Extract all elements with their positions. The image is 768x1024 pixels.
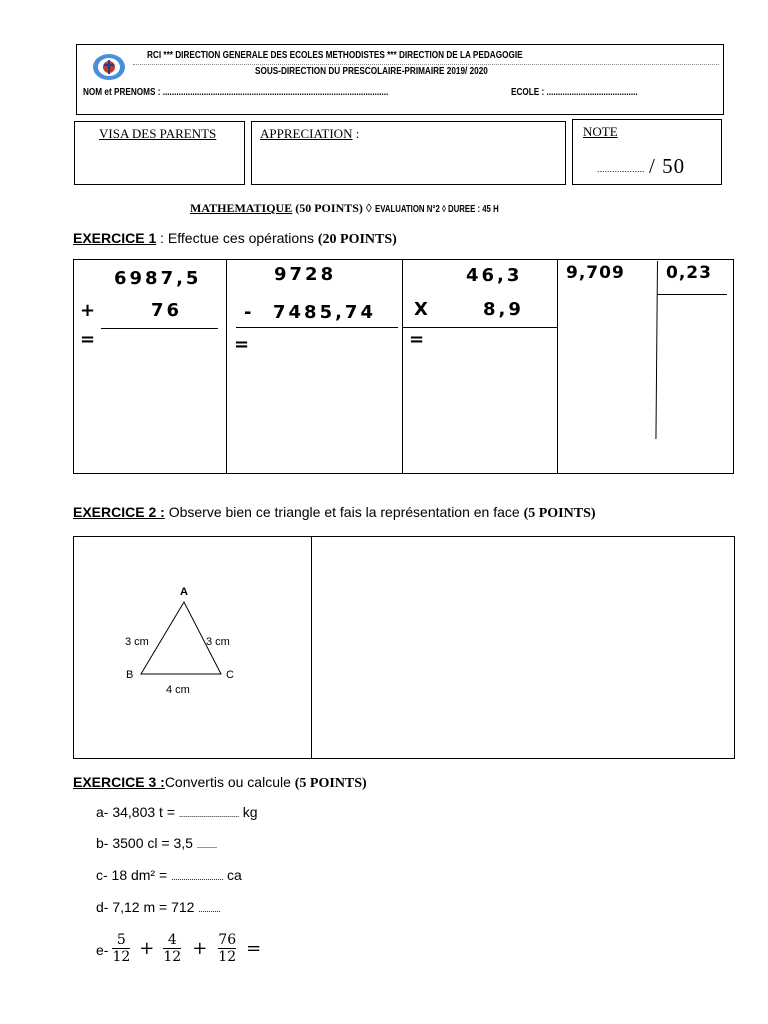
- ex3-item-a: [96, 804, 258, 820]
- fraction-3-numerator: 76: [218, 931, 237, 948]
- fraction-2-numerator: 4: [167, 931, 177, 948]
- ex1-label: EXERCICE 1: [73, 230, 157, 246]
- equals-sign: =: [246, 937, 262, 959]
- item-d-prefix: d- 7,12 m = 712: [96, 899, 199, 915]
- plus-sign-1: +: [139, 937, 155, 959]
- title-evaluation: EVALUATION N°2 ◊ DUREE : 45 H: [374, 204, 499, 215]
- op2-operand-a: 9728: [274, 264, 337, 285]
- op3-equals: =: [409, 329, 428, 350]
- ex3-points: (5 POINTS): [294, 776, 367, 791]
- ex1-divider-1: [226, 259, 227, 474]
- op3-operand-a: 46,3: [466, 265, 523, 286]
- ex3-item-e: [96, 928, 261, 968]
- ex2-drawing-area[interactable]: [312, 537, 734, 758]
- op3-sign: X: [414, 299, 431, 320]
- op2-sign: -: [244, 302, 255, 323]
- item-c-answer-blank[interactable]: ..........................: [171, 872, 224, 882]
- item-a-suffix: kg: [238, 804, 258, 820]
- op2-result-line: [236, 327, 398, 328]
- ex1-heading: [73, 230, 397, 248]
- vertex-b-label: B: [126, 669, 134, 681]
- fraction-2-denominator: 12: [163, 948, 182, 965]
- name-label: NOM et PRENOMS : ...................................................................................................: [83, 87, 389, 98]
- visa-label: VISA DES PARENTS: [99, 126, 217, 141]
- appreciation-box: [251, 121, 566, 185]
- side-ab-label: 3 cm: [125, 636, 149, 648]
- ex3-item-c: [96, 867, 242, 883]
- title-subject: MATHEMATIQUE: [190, 201, 293, 215]
- vertex-a-label: A: [180, 586, 188, 598]
- op1-sign: +: [80, 300, 99, 321]
- fraction-1-denominator: 12: [112, 948, 131, 965]
- ex2-text: Observe bien ce triangle et fais la représentation en face: [164, 504, 524, 520]
- ex1-table: [73, 259, 734, 474]
- ex3-heading: [73, 774, 367, 792]
- fraction-2: [163, 932, 181, 965]
- triangle-figure: [100, 580, 260, 700]
- page-title: [190, 201, 533, 216]
- item-c-suffix: ca: [223, 867, 242, 883]
- ex3-item-d: [96, 899, 220, 915]
- ex1-divider-2: [402, 259, 403, 474]
- title-points: (50 POINTS) ◊: [292, 201, 375, 215]
- op2-equals: =: [234, 334, 253, 355]
- header-line1: RCI *** DIRECTION GENERALE DES ECOLES METHODISTES *** DIRECTION DE LA PEDAGOGIE: [147, 50, 523, 61]
- ex1-divider-3: [557, 259, 558, 474]
- item-b-prefix: b- 3500 cl = 3,5: [96, 835, 197, 851]
- op4-divisor: 0,23: [666, 263, 712, 283]
- school-label: ECOLE : ........................................: [511, 87, 638, 98]
- vertex-c-label: C: [226, 669, 234, 681]
- ex3-text: Convertis ou calcule: [164, 774, 295, 790]
- appreciation-colon: :: [352, 126, 360, 141]
- note-dots: ...................: [597, 164, 645, 174]
- op1-operand-b: 76: [151, 300, 183, 321]
- ex1-points: (20 POINTS): [317, 232, 397, 247]
- ex1-text: : Effectue ces opérations: [156, 230, 318, 246]
- op2-operand-b: 7485,74: [273, 302, 376, 323]
- ex2-label: EXERCICE 2 :: [73, 504, 165, 520]
- ex2-heading: [73, 504, 596, 522]
- note-total: / 50: [649, 154, 686, 178]
- item-d-answer-blank[interactable]: ...........: [198, 904, 221, 914]
- plus-sign-2: +: [192, 937, 208, 959]
- item-b-answer-blank[interactable]: ..........: [196, 840, 217, 850]
- op3-operand-b: 8,9: [483, 299, 524, 320]
- header-box: [76, 44, 724, 115]
- fraction-3-denominator: 12: [218, 948, 237, 965]
- op1-operand-a: 6987,5: [114, 268, 202, 289]
- ex3-item-b: [96, 835, 217, 851]
- fraction-1: [112, 932, 130, 965]
- fraction-3: [218, 932, 236, 965]
- item-a-answer-blank[interactable]: ..............................: [178, 809, 239, 819]
- op1-result-line: [101, 328, 218, 329]
- op4-division-bar-horizontal: [657, 294, 727, 295]
- op1-equals: =: [80, 329, 99, 350]
- ex2-points: (5 POINTS): [523, 506, 596, 521]
- visa-box: [74, 121, 245, 185]
- note-label: NOTE: [583, 124, 618, 139]
- header-dotted-rule: [133, 64, 719, 65]
- header-line2: SOUS-DIRECTION DU PRESCOLAIRE-PRIMAIRE 2019/ 2020: [255, 66, 488, 77]
- op3-result-line: [402, 327, 557, 328]
- item-a-prefix: a- 34,803 t =: [96, 804, 179, 820]
- item-e-prefix: e-: [96, 942, 109, 958]
- item-c-prefix: c- 18 dm² =: [96, 867, 172, 883]
- fraction-1-numerator: 5: [116, 931, 126, 948]
- school-logo: [91, 52, 127, 82]
- appreciation-label: APPRECIATION: [260, 126, 353, 141]
- note-box: [572, 119, 722, 185]
- op4-dividend: 9,709: [566, 263, 625, 283]
- ex3-label: EXERCICE 3 :: [73, 774, 165, 790]
- side-ac-label: 3 cm: [206, 636, 230, 648]
- side-bc-label: 4 cm: [166, 684, 190, 696]
